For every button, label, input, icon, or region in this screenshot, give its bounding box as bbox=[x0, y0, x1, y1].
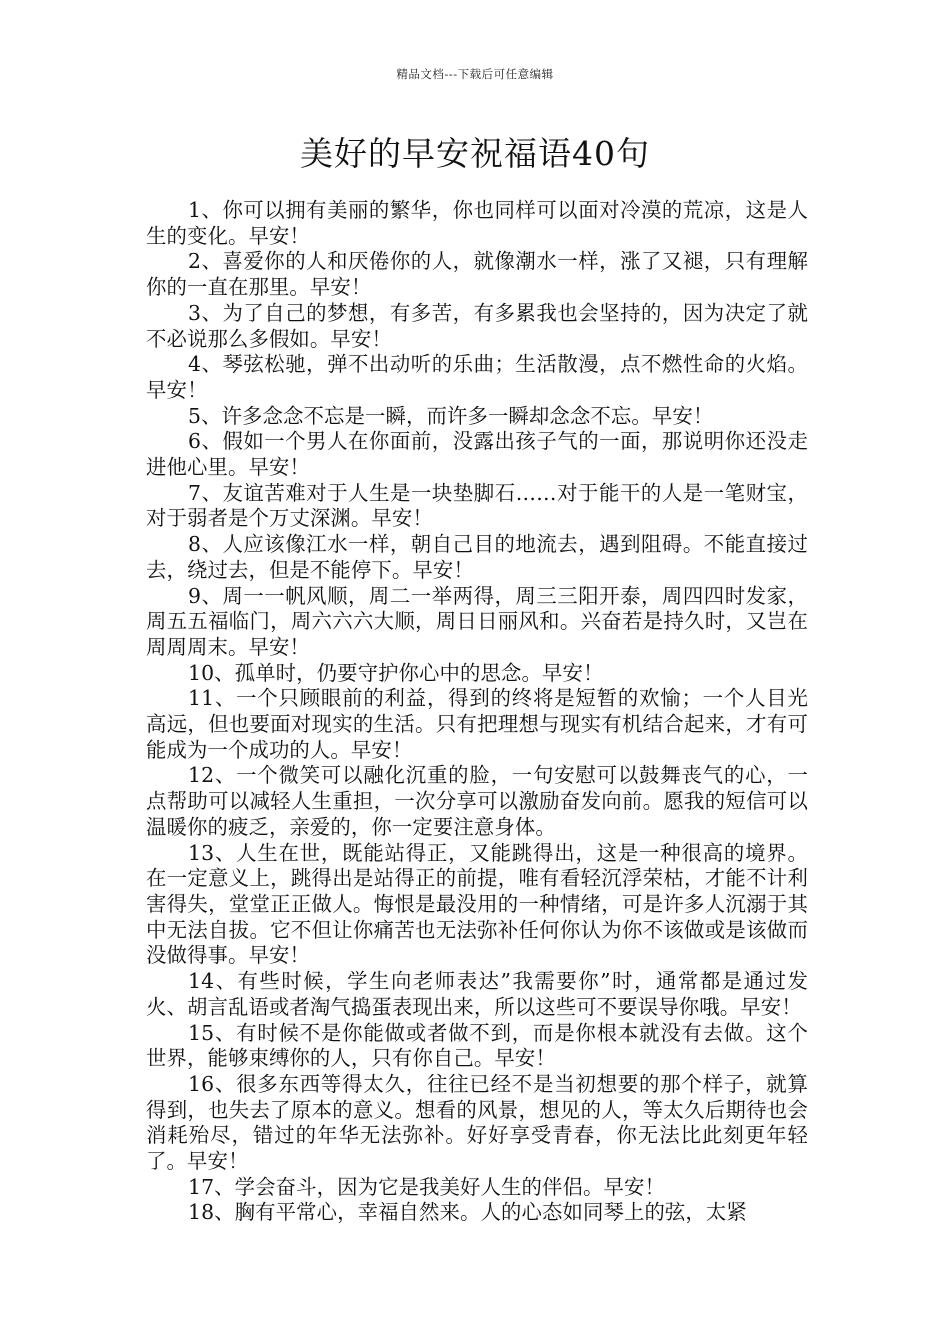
list-item: 6、假如一个男人在你面前，没露出孩子气的一面，那说明你还没走进他心里。早安！ bbox=[146, 429, 808, 480]
list-item: 14、有些时候，学生向老师表达”我需要你”时，通常都是通过发火、胡言乱语或者淘气捣蛋表现出来，所以这些可不要误导你哦。早安！ bbox=[146, 969, 808, 1019]
list-item: 15、有时候不是你能做或者做不到，而是你根本就没有去做。这个世界，能够束缚你的人，只有你自己。早安！ bbox=[146, 1020, 808, 1071]
list-item: 18、胸有平常心，幸福自然来。人的心态如同琴上的弦，太紧 bbox=[188, 1200, 747, 1225]
list-item: 7、友谊苦难对于人生是一块垫脚石……对于能干的人是一笔财宝，对于弱者是个万丈深渊。早安！ bbox=[146, 480, 808, 531]
list-item: 9、周一一帆风顺，周二一举两得，周三三阳开泰，周四四时发家，周五五福临门，周六六六大顺，周日日丽风和。兴奋若是持久时，又岂在周周周末。早安！ bbox=[146, 583, 808, 659]
list-item: 17、学会奋斗，因为它是我美好人生的伴侣。早安！ bbox=[188, 1174, 665, 1199]
list-item: 5、许多念念不忘是一瞬，而许多一瞬却念念不忘。早安！ bbox=[188, 403, 714, 428]
list-item: 13、人生在世，既能站得正，又能跳得出，这是一种很高的境界。在一定意义上，跳得出是站得正的前提，唯有看轻沉浮荣枯，才能不计利害得失，堂堂正正做人。悔恨是最没用的一种情绪，可是许多人沉溺于其中无法自拔。它不但让你痛苦也无法弥补任何你认为你不该做或是该做而没做得事。早安！ bbox=[146, 840, 808, 968]
list-item: 11、一个只顾眼前的利益，得到的终将是短暂的欢愉；一个人目光高远，但也要面对现实的生活。只有把理想与现实有机结合起来，才有可能成为一个成功的人。早安！ bbox=[146, 686, 808, 762]
list-item: 12、一个微笑可以融化沉重的脸，一句安慰可以鼓舞丧气的心，一点帮助可以减轻人生重担，一次分享可以激励奋发向前。愿我的短信可以温暖你的疲乏，亲爱的，你一定要注意身体。 bbox=[146, 763, 808, 839]
list-item: 4、琴弦松驰，弹不出动听的乐曲；生活散漫，点不燃性命的火焰。早安！ bbox=[146, 352, 808, 402]
list-item: 8、人应该像江水一样，朝自己目的地流去，遇到阻碍。不能直接过去，绕过去，但是不能停下。早安！ bbox=[146, 532, 808, 582]
document-title: 美好的早安祝福语40句 bbox=[300, 134, 650, 173]
list-item: 2、喜爱你的人和厌倦你的人，就像潮水一样，涨了又褪，只有理解你的一直在那里。早安！ bbox=[146, 249, 808, 300]
list-item: 1、你可以拥有美丽的繁华，你也同样可以面对冷漠的荒凉，这是人生的变化。早安！ bbox=[146, 198, 808, 248]
header-note: 精品文档---下载后可任意编辑 bbox=[396, 67, 554, 81]
document-body bbox=[146, 198, 808, 1226]
list-item: 3、为了自己的梦想，有多苦，有多累我也会坚持的，因为决定了就不必说那么多假如。早安！ bbox=[146, 300, 808, 351]
list-item: 16、很多东西等得太久，往往已经不是当初想要的那个样子，就算得到，也失去了原本的意义。想看的风景，想见的人，等太久后期待也会消耗殆尽，错过的年华无法弥补。好好享受青春，你无法比此刻更年轻了。早安！ bbox=[146, 1071, 808, 1174]
list-item: 10、孤单时，仍要守护你心中的思念。早安！ bbox=[188, 660, 604, 685]
